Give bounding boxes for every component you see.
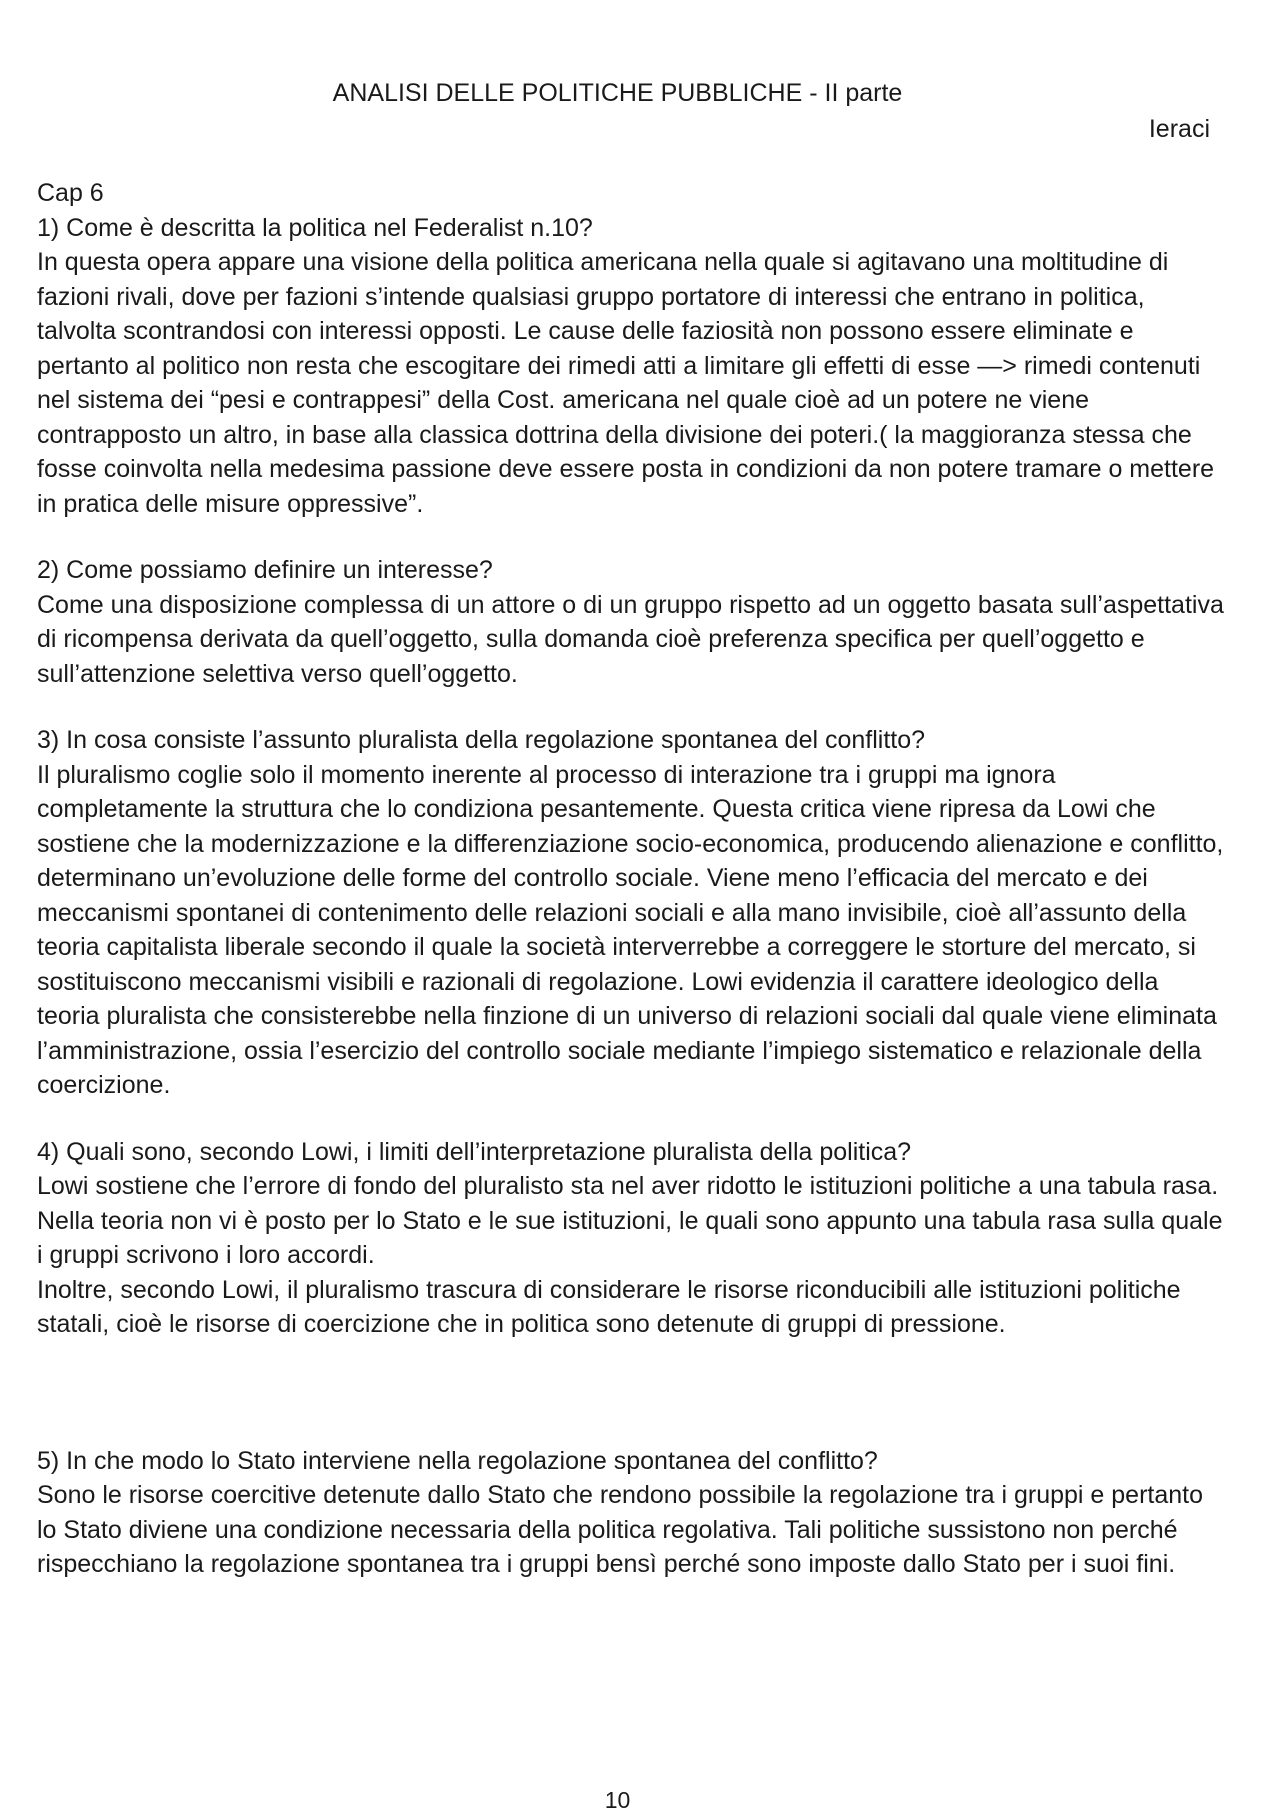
question-5: 5) In che modo lo Stato interviene nella regolazione spontanea del conflitto? — [37, 1446, 878, 1475]
chapter-heading: Cap 6 — [37, 179, 104, 207]
qa-block-2 — [37, 553, 1227, 691]
answer-2: Come una disposizione complessa di un attore o di un gruppo rispetto ad un oggetto basata sull’aspettativa di ricompensa derivata da quell’oggetto, sulla domanda cioè preferenza specifica per quell’oggetto e sull’attenzione selettiva verso quell’oggetto. — [37, 590, 1224, 688]
qa-block-3 — [37, 723, 1227, 1103]
question-2: 2) Come possiamo definire un interesse? — [37, 556, 493, 584]
qa-block-1 — [37, 211, 1227, 522]
qa-block-5 — [37, 1444, 1227, 1582]
answer-3: Il pluralismo coglie solo il momento inerente al processo di interazione tra i gruppi ma ignora completamente la struttura che lo condiziona pesantemente. Questa critica viene ripresa da Lowi che sostiene che la modernizzazione e la differenziazione socio-economica, producendo alienazione e conflitto, determinano un’evoluzione delle forme del controllo sociale. Viene meno l’efficacia del mercato e dei meccanismi spontanei di contenimento delle relazioni sociali e alla mano invisibile, cioè all’assunto della teoria capitalista liberale secondo il quale la società interverrebbe a correggere le storture del mercato, si sostituiscono meccanismi visibili e razionali di regolazione. Lowi evidenzia il carattere ideologico della teoria pluralista che consisterebbe nella finzione di un universo di relazioni sociali dal quale viene eliminata l’amministrazione, ossia l’esercizio del controllo sociale mediante l’impiego sistematico e relazionale della coercizione. — [37, 760, 1224, 1099]
question-1: 1) Come è descritta la politica nel Federalist n.10? — [37, 213, 593, 242]
author-name: Ieraci — [1148, 115, 1210, 143]
answer-1: In questa opera appare una visione della politica americana nella quale si agitavano una moltitudine di fazioni rivali, dove per fazioni s’intende qualsiasi gruppo portatore di interessi che entrano in politica, talvolta scontrandosi con interessi opposti. Le cause delle faziosità non possono essere eliminate e pertanto al politico non resta che escogitare dei rimedi atti a limitare gli effetti di esse —> rimedi contenuti nel sistema dei “pesi e contrappesi” della Cost. americana nel quale cioè ad un potere ne viene contrapposto un altro, in base alla classica dottrina della divisione dei poteri.( la maggioranza stessa che fosse coinvolta nella medesima passione deve essere posta in condizioni da non potere tramare o mettere in pratica delle misure oppressive”. — [37, 248, 1215, 518]
document-body — [37, 176, 1227, 1614]
question-3: 3) In cosa consiste l’assunto pluralista della regolazione spontanea del conflitto? — [37, 726, 926, 754]
qa-block-4 — [37, 1135, 1227, 1342]
document-title: ANALISI DELLE POLITICHE PUBBLICHE - II parte — [332, 79, 903, 107]
answer-4: Lowi sostiene che l’errore di fondo del pluralisto sta nel aver ridotto le istituzioni politiche a una tabula rasa. Nella teoria non vi è posto per lo Stato e le sue istituzioni, le quali sono appunto una tabula rasa sulla quale i gruppi scrivono i loro accordi. — [37, 1172, 1223, 1269]
page-number: 10 — [604, 1787, 631, 1813]
answer-5: Sono le risorse coercitive detenute dallo Stato che rendono possibile la regolazione tra i gruppi e pertanto lo Stato diviene una condizione necessaria della politica regolativa. Tali politiche sussistono non perché rispecchiano la regolazione spontanea tra i gruppi bensì perché sono imposte dallo Stato per i suoi fini. — [37, 1481, 1204, 1578]
question-4: 4) Quali sono, secondo Lowi, i limiti dell’interpretazione pluralista della politica? — [37, 1137, 912, 1166]
answer-4-continued: Inoltre, secondo Lowi, il pluralismo trascura di considerare le risorse riconducibili alle istituzioni politiche statali, cioè le risorse di coercizione che in politica sono detenute di gruppi di pressione. — [37, 1275, 1181, 1338]
